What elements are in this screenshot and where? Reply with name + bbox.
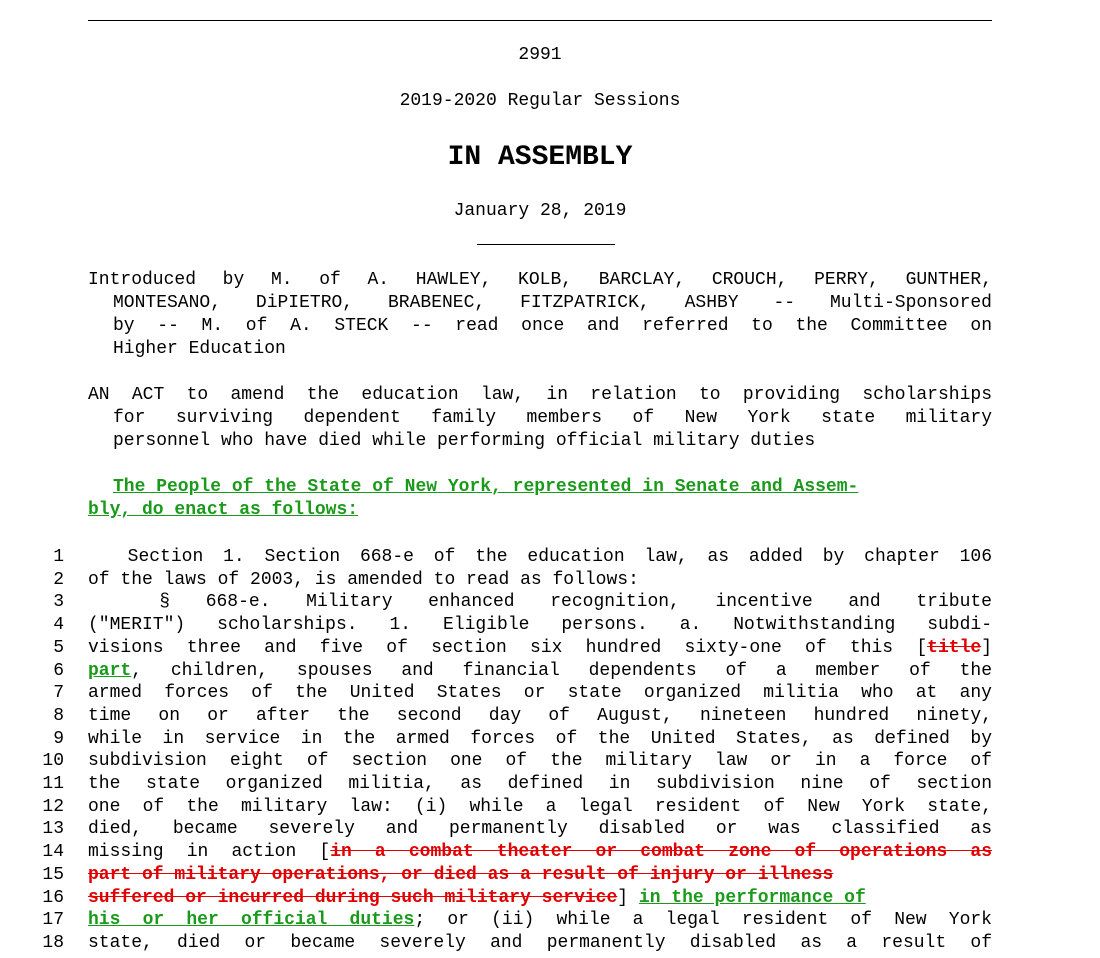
- title-line: for surviving dependent family members of New York state military: [113, 408, 992, 428]
- text-segment: ]: [617, 888, 639, 908]
- line-number: 10: [42, 751, 64, 771]
- text-segment: time on or after the second day of August, nineteen hundred ninety,: [88, 706, 992, 726]
- introduction-date: January 28, 2019: [453, 201, 627, 221]
- text-segment: visions three and five of section six hundred sixty-one of this [: [88, 638, 928, 658]
- deleted-text: in a combat theater or combat zone of operations as: [330, 842, 992, 862]
- deleted-text: part of military operations, or died as a result of injury or illness: [88, 865, 834, 885]
- text-segment: died, became severely and permanently disabled or was classified as: [88, 819, 992, 839]
- line-number: 15: [42, 865, 64, 885]
- enacting-clause: [88, 476, 992, 522]
- bill-text-line: [88, 887, 992, 910]
- text-segment: , children, spouses and financial dependents of a member of the: [131, 661, 992, 681]
- top-rule: [88, 20, 992, 21]
- inserted-text: in the performance of: [638, 888, 866, 908]
- text-segment: armed forces of the United States or state organized militia who at any: [88, 683, 992, 703]
- line-number: 2: [53, 570, 64, 590]
- intro-line: by -- M. of A. STECK -- read once and referred to the Committee on: [113, 316, 992, 336]
- bill-number: 2991: [518, 45, 562, 65]
- enacting-line: The People of the State of New York, represented in Senate and Assem-: [113, 477, 859, 497]
- introduction-paragraph: [88, 269, 992, 361]
- line-number: 11: [42, 774, 64, 794]
- text-segment: subdivision eight of section one of the military law or in a force of: [88, 751, 992, 771]
- inserted-text: part: [88, 661, 132, 681]
- title-line: AN ACT to amend the education law, in relation to providing scholarships: [88, 385, 992, 405]
- text-segment: of the laws of 2003, is amended to read as follows:: [88, 570, 639, 590]
- bill-text-line: [88, 841, 992, 864]
- bill-text-line: [88, 818, 992, 841]
- text-segment: while in service in the armed forces of the United States, as defined by: [88, 729, 992, 749]
- intro-line: MONTESANO, DiPIETRO, BRABENEC, FITZPATRICK, ASHBY -- Multi-Sponsored: [113, 293, 992, 313]
- line-number: 8: [53, 706, 64, 726]
- bill-text-line: [88, 546, 992, 569]
- bill-text-line: [88, 750, 992, 773]
- line-number: 14: [42, 842, 64, 862]
- line-number: 17: [42, 910, 64, 930]
- bill-text-line: [88, 660, 992, 683]
- title-line: personnel who have died while performing official military duties: [113, 431, 816, 451]
- bill-text-line: [88, 728, 992, 751]
- text-segment: missing in action [: [88, 842, 331, 862]
- session-title: 2019-2020 Regular Sessions: [399, 91, 681, 111]
- line-number: 6: [53, 661, 64, 681]
- enacting-line: bly, do enact as follows:: [88, 500, 359, 520]
- text-segment: ; or (ii) while a legal resident of New York: [414, 910, 992, 930]
- text-segment: the state organized militia, as defined in subdivision nine of section: [88, 774, 992, 794]
- line-number: 12: [42, 797, 64, 817]
- line-number: 1: [53, 547, 64, 567]
- bill-text-line: [88, 637, 992, 660]
- bill-text-line: [88, 909, 992, 932]
- bill-text-line: [88, 932, 992, 955]
- text-segment: one of the military law: (i) while a legal resident of New York state,: [88, 797, 992, 817]
- text-segment: state, died or became severely and permanently disabled as a result of: [88, 933, 992, 953]
- deleted-text: suffered or incurred during such military service: [88, 888, 618, 908]
- bill-text-line: [88, 614, 992, 637]
- separator-rule: [477, 244, 615, 245]
- line-number: 9: [53, 729, 64, 749]
- act-title: [88, 384, 992, 453]
- line-number: 3: [53, 592, 64, 612]
- deleted-text: title: [927, 638, 982, 658]
- line-number: 5: [53, 638, 64, 658]
- bill-text-line: [88, 591, 992, 614]
- chamber-heading: IN ASSEMBLY: [447, 142, 633, 173]
- line-number: 16: [42, 888, 64, 908]
- line-number: 13: [42, 819, 64, 839]
- line-number: 18: [42, 933, 64, 953]
- line-number: 7: [53, 683, 64, 703]
- bill-text-line: [88, 864, 992, 887]
- text-segment: ("MERIT") scholarships. 1. Eligible persons. a. Notwithstanding subdi-: [88, 615, 992, 635]
- bill-text-line: [88, 705, 992, 728]
- bill-text-line: [88, 569, 992, 592]
- bill-text-line: [88, 682, 992, 705]
- bill-text-line: [88, 773, 992, 796]
- line-number: 4: [53, 615, 64, 635]
- intro-line: Introduced by M. of A. HAWLEY, KOLB, BARCLAY, CROUCH, PERRY, GUNTHER,: [88, 270, 992, 290]
- text-segment: ]: [981, 638, 992, 658]
- inserted-text: his or her official duties: [88, 910, 415, 930]
- text-segment: Section 1. Section 668-e of the education law, as added by chapter 106: [88, 547, 993, 567]
- bill-text-line: [88, 796, 992, 819]
- intro-line: Higher Education: [113, 339, 286, 359]
- text-segment: § 668-e. Military enhanced recognition, incentive and tribute: [88, 592, 992, 612]
